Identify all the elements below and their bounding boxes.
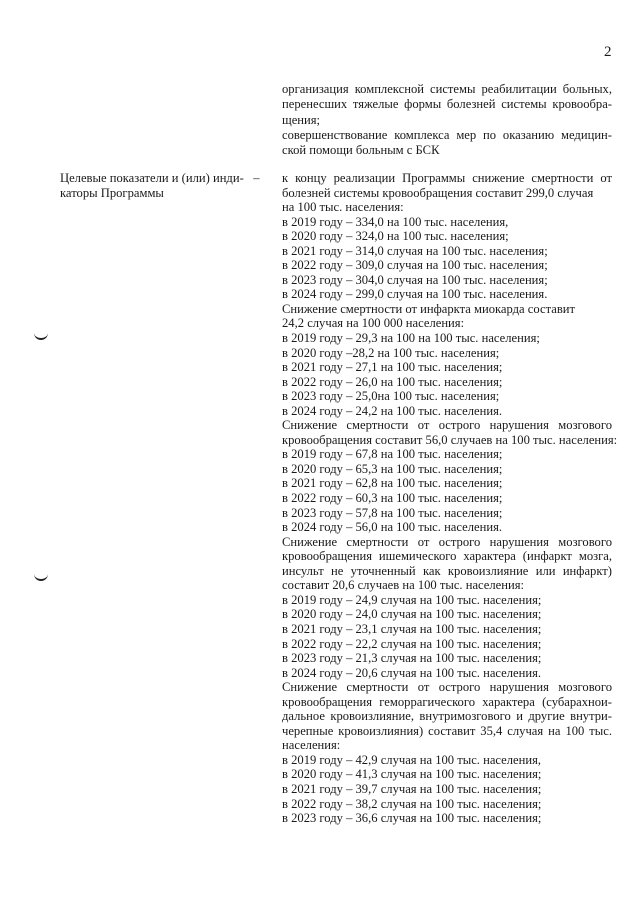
content-line: в 2023 году – 36,6 случая на 100 тыс. населения; (282, 811, 542, 826)
content-line: в 2020 году – 324,0 на 100 тыс. населения; (282, 229, 509, 244)
label-line: каторы Программы (60, 186, 164, 201)
indicators-label (60, 171, 270, 202)
content-line: Снижение смертности от острого нарушения мозгового (282, 418, 612, 433)
content-line: в 2023 году – 21,3 случая на 100 тыс. населения; (282, 651, 542, 666)
content-line: в 2021 году – 39,7 случая на 100 тыс. населения; (282, 781, 542, 796)
content-line: в 2019 году – 334,0 на 100 тыс. населения, (282, 214, 509, 229)
content-line: в 2019 году – 42,9 случая на 100 тыс. населения, (282, 752, 542, 767)
content-line: болезней системы кровообращения составит 299,0 случая (282, 185, 594, 200)
content-line: составит 20,6 случаев на 100 тыс. населения: (282, 578, 525, 593)
margin-mark (34, 332, 48, 340)
content-line: инсульт не уточненный как кровоизлияние или инфаркт) (282, 563, 612, 578)
content-line: населения: (282, 738, 341, 753)
intro-block (282, 82, 612, 158)
intro-paragraph: организация комплексной системы реабилитации больных, перенесших тяжелые формы болезней системы кровообра-щения; (282, 82, 612, 127)
content-line: в 2021 году – 62,8 на 100 тыс. населения; (282, 476, 503, 491)
content-line: в 2020 году – 41,3 случая на 100 тыс. населения; (282, 767, 542, 782)
content-line: в 2019 году – 67,8 на 100 тыс. населения; (282, 447, 503, 462)
content-line: в 2024 году – 20,6 случая на 100 тыс. населения. (282, 665, 542, 680)
content-line: Снижение смертности от инфаркта миокарда составит (282, 301, 576, 316)
indicators-content (282, 171, 618, 826)
margin-mark (34, 573, 48, 581)
content-line: 24,2 случая на 100 000 населения: (282, 316, 465, 331)
content-line: черепные кровоизлияния) составит 35,4 случая на 100 тыс. (282, 723, 612, 738)
content-line: в 2022 году – 22,2 случая на 100 тыс. населения; (282, 636, 542, 651)
content-line: Снижение смертности от острого нарушения мозгового (282, 534, 612, 549)
content-line: в 2021 году – 314,0 случая на 100 тыс. населения; (282, 243, 548, 258)
content-line: в 2019 году – 24,9 случая на 100 тыс. населения; (282, 592, 542, 607)
content-line: в 2024 году – 24,2 на 100 тыс. населения. (282, 403, 503, 418)
label-dash: – (253, 171, 260, 185)
content-line: в 2020 году – 24,0 случая на 100 тыс. населения; (282, 607, 542, 622)
content-line: в 2022 году – 38,2 случая на 100 тыс. населения; (282, 796, 542, 811)
content-line: в 2022 году – 26,0 на 100 тыс. населения; (282, 374, 503, 389)
content-line: в 2023 году – 304,0 случая на 100 тыс. населения; (282, 272, 548, 287)
content-line: в 2021 году – 23,1 случая на 100 тыс. населения; (282, 621, 542, 636)
content-line: Снижение смертности от острого нарушения мозгового (282, 680, 612, 695)
content-line: в 2023 году – 25,0на 100 тыс. населения; (282, 389, 500, 404)
label-line (60, 171, 270, 186)
content-line: в 2022 году – 309,0 случая на 100 тыс. населения; (282, 258, 548, 273)
content-line: кровообращения составит 56,0 случаев на 100 тыс. населения: (282, 432, 618, 447)
page-number: 2 (604, 44, 612, 60)
content-line: на 100 тыс. населения: (282, 200, 404, 215)
content-line: к концу реализации Программы снижение смертности от (282, 171, 612, 185)
content-line: дальное кровоизлияние, внутримозгового и другие внутри- (282, 709, 612, 724)
content-line: в 2024 году – 299,0 случая на 100 тыс. населения. (282, 287, 548, 302)
content-line: в 2020 году –28,2 на 100 тыс. населения; (282, 345, 500, 360)
content-line: кровообращения ишемического характера (инфаркт мозга, (282, 549, 612, 564)
content-line: в 2020 году – 65,3 на 100 тыс. населения; (282, 461, 503, 476)
content-line: в 2023 году – 57,8 на 100 тыс. населения; (282, 505, 503, 520)
label-text: Целевые показатели и (или) инди- (60, 171, 244, 185)
content-line: в 2022 году – 60,3 на 100 тыс. населения; (282, 491, 503, 506)
intro-paragraph: совершенствование комплекса мер по оказанию медицин-ской помощи больным с БСК (282, 127, 612, 158)
content-line: кровообращения геморрагического характера (субарахнои- (282, 694, 612, 709)
content-line: в 2019 году – 29,3 на 100 на 100 тыс. населения; (282, 331, 540, 346)
content-line: в 2021 году – 27,1 на 100 тыс. населения; (282, 360, 503, 375)
content-line: в 2024 году – 56,0 на 100 тыс. населения. (282, 520, 503, 535)
